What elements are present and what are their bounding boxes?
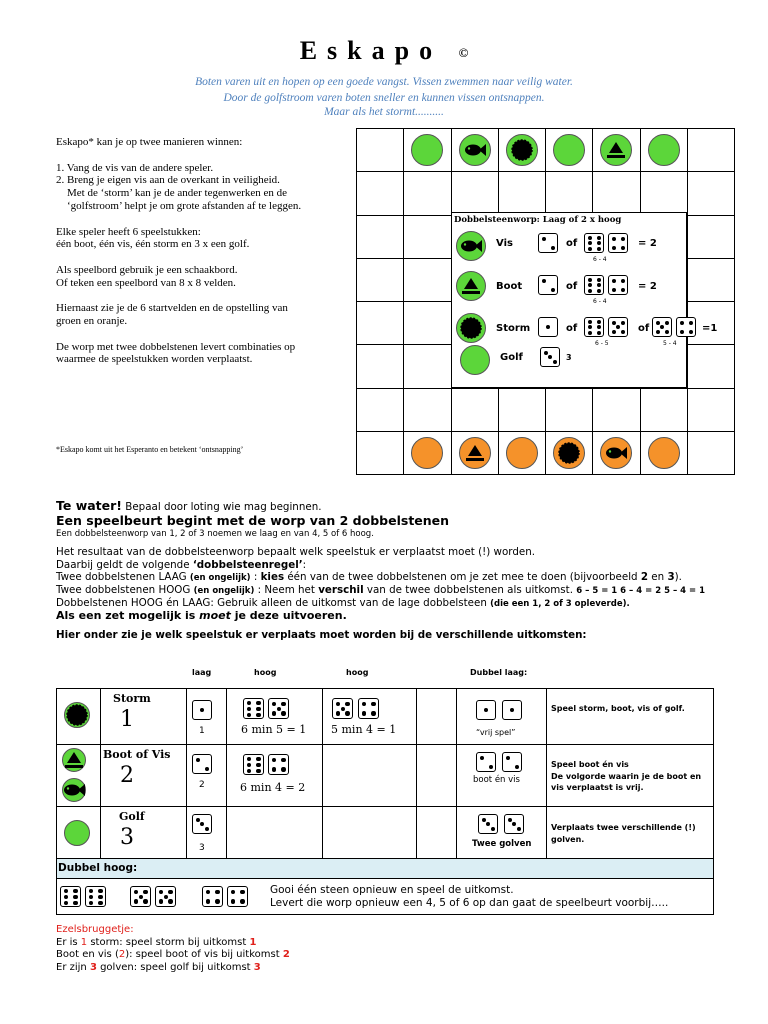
subtitle-line-2: Door de golfstroom varen boten sneller en kunnen vissen ontsnappen. xyxy=(223,92,545,104)
board-cell xyxy=(403,388,451,432)
col-hoog-1: hoog xyxy=(254,668,277,677)
table-rule xyxy=(56,914,714,915)
green-golf-piece xyxy=(553,134,585,166)
board-cell xyxy=(687,388,735,432)
subtitle-line-1: Boten varen uit en hopen op een goede vangst. Vissen zwemmen naar veilig water. xyxy=(195,76,573,88)
col-laag: laag xyxy=(192,668,212,677)
die-face-5 xyxy=(608,317,628,337)
green-golf-piece xyxy=(648,134,680,166)
board-cell xyxy=(403,215,451,259)
legend-vis-eq: = 2 xyxy=(638,238,657,249)
die-face-6 xyxy=(243,754,264,775)
col-dubbel-laag: Dubbel laag: xyxy=(470,668,528,677)
board-cell xyxy=(592,388,640,432)
green-storm-piece xyxy=(506,134,538,166)
table-rule xyxy=(56,744,713,745)
intro-text: Eskapo* kan je op twee manieren winnen: 1. Vang de vis van de andere speler. 2. Breng je eigen vis aan de overkant in veiligheid. Met de ‘storm’ kan je de ander tegenwerken en de ‘golfstroom’ helpt je om grote afstanden af te leggen. Elke speler heeft 6 speelstukken: één boot, één vis, één storm en 3 x een golf. Als speelbord gebruik je een schaakbord. Of teken een speelbord van 8 x 8 velden. Hiernaast zie je de 6 startvelden en de opstelling van groen en oranje. De worp met twee dobbelstenen levert combinaties op waarmee de speelstukken worden verplaatst. xyxy=(56,136,302,366)
footnote: *Eskapo komt uit het Esperanto en betekent ‘ontsnapping’ xyxy=(56,445,244,454)
orange-fish-piece xyxy=(600,437,632,469)
die-face-2 xyxy=(502,752,522,772)
table-rule xyxy=(56,688,57,914)
table-rule xyxy=(416,688,417,858)
legend-vis-diff: 6 - 4 xyxy=(593,256,607,263)
legend-storm-diff-1: 6 - 5 xyxy=(595,340,609,347)
die-face-2 xyxy=(192,754,212,774)
table-rule xyxy=(56,858,713,859)
board-cell xyxy=(451,388,499,432)
die-face-5 xyxy=(130,886,151,907)
board-cell xyxy=(545,171,593,215)
die-face-4 xyxy=(358,698,379,719)
die-face-6 xyxy=(584,317,604,337)
board-cell xyxy=(545,388,593,432)
row-storm-hoog-1: 6 min 5 = 1 xyxy=(241,723,307,736)
row-golf-dubbel: Twee golven xyxy=(472,839,532,849)
board-cell xyxy=(687,128,735,172)
legend-boot-eq: = 2 xyxy=(638,281,657,292)
die-face-3 xyxy=(540,347,560,367)
board-cell xyxy=(356,171,404,215)
die-face-6 xyxy=(60,886,81,907)
die-face-6 xyxy=(243,698,264,719)
table-rule xyxy=(713,688,714,914)
die-face-3 xyxy=(192,814,212,834)
die-face-4 xyxy=(608,233,628,253)
board-cell xyxy=(592,171,640,215)
board-cell xyxy=(356,388,404,432)
legend-storm-diff-2: 5 - 4 xyxy=(663,340,677,347)
die-face-1 xyxy=(538,317,558,337)
row-bootvis-number: 2 xyxy=(120,763,134,788)
board-cell xyxy=(687,344,735,388)
dubbel-hoog-header: Dubbel hoog: xyxy=(58,862,138,874)
die-face-6 xyxy=(584,233,604,253)
die-face-3 xyxy=(478,814,498,834)
board-cell xyxy=(356,215,404,259)
die-face-1 xyxy=(502,700,522,720)
row-storm-name: Storm xyxy=(113,692,151,705)
green-fish-piece xyxy=(459,134,491,166)
orange-storm-piece xyxy=(553,437,585,469)
legend-vis-of: of xyxy=(566,238,578,249)
table-rule xyxy=(456,688,457,858)
table-rule xyxy=(100,688,101,858)
legend-golf-piece xyxy=(460,345,490,375)
mnemonic: Ezelsbruggetje: Er is 1 storm: speel storm bij uitkomst 1 Boot en vis (2): speel boot of vis bij uitkomst 2 Er zijn 3 golven: speel golf bij uitkomst 3 xyxy=(56,924,290,973)
legend-vis-label: Vis xyxy=(496,238,513,249)
orange-golf-piece xyxy=(648,437,680,469)
legend-storm-eq: =1 xyxy=(702,323,718,334)
subtitle-line-3: Maar als het stormt.......... xyxy=(324,106,444,118)
die-face-2 xyxy=(476,752,496,772)
die-face-1 xyxy=(192,700,212,720)
legend-storm-of: of xyxy=(566,323,578,334)
die-face-5 xyxy=(332,698,353,719)
board-cell xyxy=(356,344,404,388)
row-storm-dubbel: “vrij spel” xyxy=(476,728,516,737)
board-cell xyxy=(687,258,735,302)
page-title: Eskapo © xyxy=(299,36,469,65)
board-cell xyxy=(498,388,546,432)
die-face-6 xyxy=(85,886,106,907)
board-cell xyxy=(403,301,451,345)
board-cell xyxy=(687,431,735,475)
legend-golf-value: 3 xyxy=(566,353,572,362)
table-rule xyxy=(226,688,227,858)
green-golf-piece xyxy=(411,134,443,166)
table-rule xyxy=(56,806,713,807)
die-face-6 xyxy=(584,275,604,295)
board-cell xyxy=(640,171,688,215)
die-face-4 xyxy=(676,317,696,337)
row-bootvis-laag: 2 xyxy=(199,780,205,790)
orange-golf-piece xyxy=(506,437,538,469)
table-rule xyxy=(186,688,187,858)
legend-header: Dobbelsteenworp: Laag of 2 x hoog xyxy=(454,215,622,225)
board-cell xyxy=(403,258,451,302)
board-cell xyxy=(356,128,404,172)
die-face-5 xyxy=(652,317,672,337)
board-cell xyxy=(356,431,404,475)
table-rule xyxy=(546,688,547,858)
table-rule xyxy=(56,878,713,879)
table-storm-piece xyxy=(64,702,90,728)
row-storm-number: 1 xyxy=(120,707,134,732)
outcome-table xyxy=(56,688,713,914)
legend-storm-label: Storm xyxy=(496,323,531,334)
dice-legend-panel xyxy=(451,212,718,388)
table-rule xyxy=(322,688,323,858)
board-cell xyxy=(356,301,404,345)
table-rule xyxy=(56,688,713,689)
table-vis-piece xyxy=(62,778,86,802)
board-cell xyxy=(356,258,404,302)
board-cell xyxy=(640,388,688,432)
row-golf-name: Golf xyxy=(119,810,145,823)
row-storm-laag: 1 xyxy=(199,726,205,736)
dubbel-hoog-text: Gooi één steen opnieuw en speel de uitkomst. Levert die worp opnieuw een 4, 5 of 6 op dan gaat de speelbeurt voorbij….. xyxy=(270,884,669,909)
die-face-2 xyxy=(538,275,558,295)
col-hoog-2: hoog xyxy=(346,668,369,677)
legend-storm-of-2: of xyxy=(638,323,650,334)
table-boot-piece xyxy=(62,748,86,772)
table-golf-piece xyxy=(64,820,90,846)
row-golf-laag: 3 xyxy=(199,843,205,853)
die-face-4 xyxy=(202,886,223,907)
die-face-1 xyxy=(476,700,496,720)
die-face-4 xyxy=(268,754,289,775)
board-cell xyxy=(403,171,451,215)
row-golf-number: 3 xyxy=(120,825,134,850)
board-cell xyxy=(687,215,735,259)
die-face-4 xyxy=(227,886,248,907)
row-storm-desc: Speel storm, boot, vis of golf. xyxy=(551,704,685,713)
orange-golf-piece xyxy=(411,437,443,469)
die-face-4 xyxy=(608,275,628,295)
orange-boat-piece xyxy=(459,437,491,469)
board-cell xyxy=(451,171,499,215)
legend-golf-label: Golf xyxy=(500,352,523,363)
die-face-3 xyxy=(504,814,524,834)
legend-storm-piece xyxy=(456,313,486,343)
row-golf-desc: Verplaats twee verschillende (!) golven. xyxy=(551,823,696,844)
legend-vis-piece xyxy=(456,231,486,261)
copyright-mark: © xyxy=(458,45,469,61)
dubbel-hoog-row xyxy=(56,858,713,878)
legend-boot-diff: 6 - 4 xyxy=(593,298,607,305)
row-bootvis-desc: Speel boot én vis De volgorde waarin je de boot en vis verplaatst is vrij. xyxy=(551,760,702,792)
die-face-5 xyxy=(155,886,176,907)
board-cell xyxy=(403,344,451,388)
row-bootvis-name: Boot of Vis xyxy=(103,748,171,761)
rules-text: Te water! Bepaal door loting wie mag beginnen. Een speelbeurt begint met de worp van 2 dobbelstenen Een dobbelsteenworp van 1, 2 of 3 noemen we laag en van 4, 5 of 6 hoog. Het resultaat van de dobbelsteenworp bepaalt welk speelstuk er verplaatst moet (!) worden. Daarbij geldt de volgende ‘dobbelsteenregel’: Twee dobbelstenen LAAG (en ongelijk) : kies één van de twee dobbelstenen om je zet mee te doen (bijvoorbeeld 2 en 3). Twee dobbelstenen HOOG (en ongelijk) : Neem het verschil van de twee dobbelstenen als uitkomst. 6 – 5 = 1 6 – 4 = 2 5 – 4 = 1 Dobbelstenen HOOG én LAAG: Gebruik alleen de uitkomst van de lage dobbelsteen (die een 1, 2 of 3 opleverde). Als een zet mogelijk is moet je deze uitvoeren. Hier onder zie je welk speelstuk er verplaats moet worden bij de verschillende uitkomsten: xyxy=(56,498,706,641)
row-bootvis-dubbel: boot én vis xyxy=(473,775,520,785)
die-face-2 xyxy=(538,233,558,253)
legend-boot-of: of xyxy=(566,281,578,292)
legend-boot-piece xyxy=(456,271,486,301)
die-face-5 xyxy=(268,698,289,719)
legend-boot-label: Boot xyxy=(496,281,523,292)
green-boat-piece xyxy=(600,134,632,166)
board-cell xyxy=(687,171,735,215)
board-cell xyxy=(498,171,546,215)
row-storm-hoog-2: 5 min 4 = 1 xyxy=(331,723,397,736)
row-bootvis-hoog-1: 6 min 4 = 2 xyxy=(240,781,306,794)
